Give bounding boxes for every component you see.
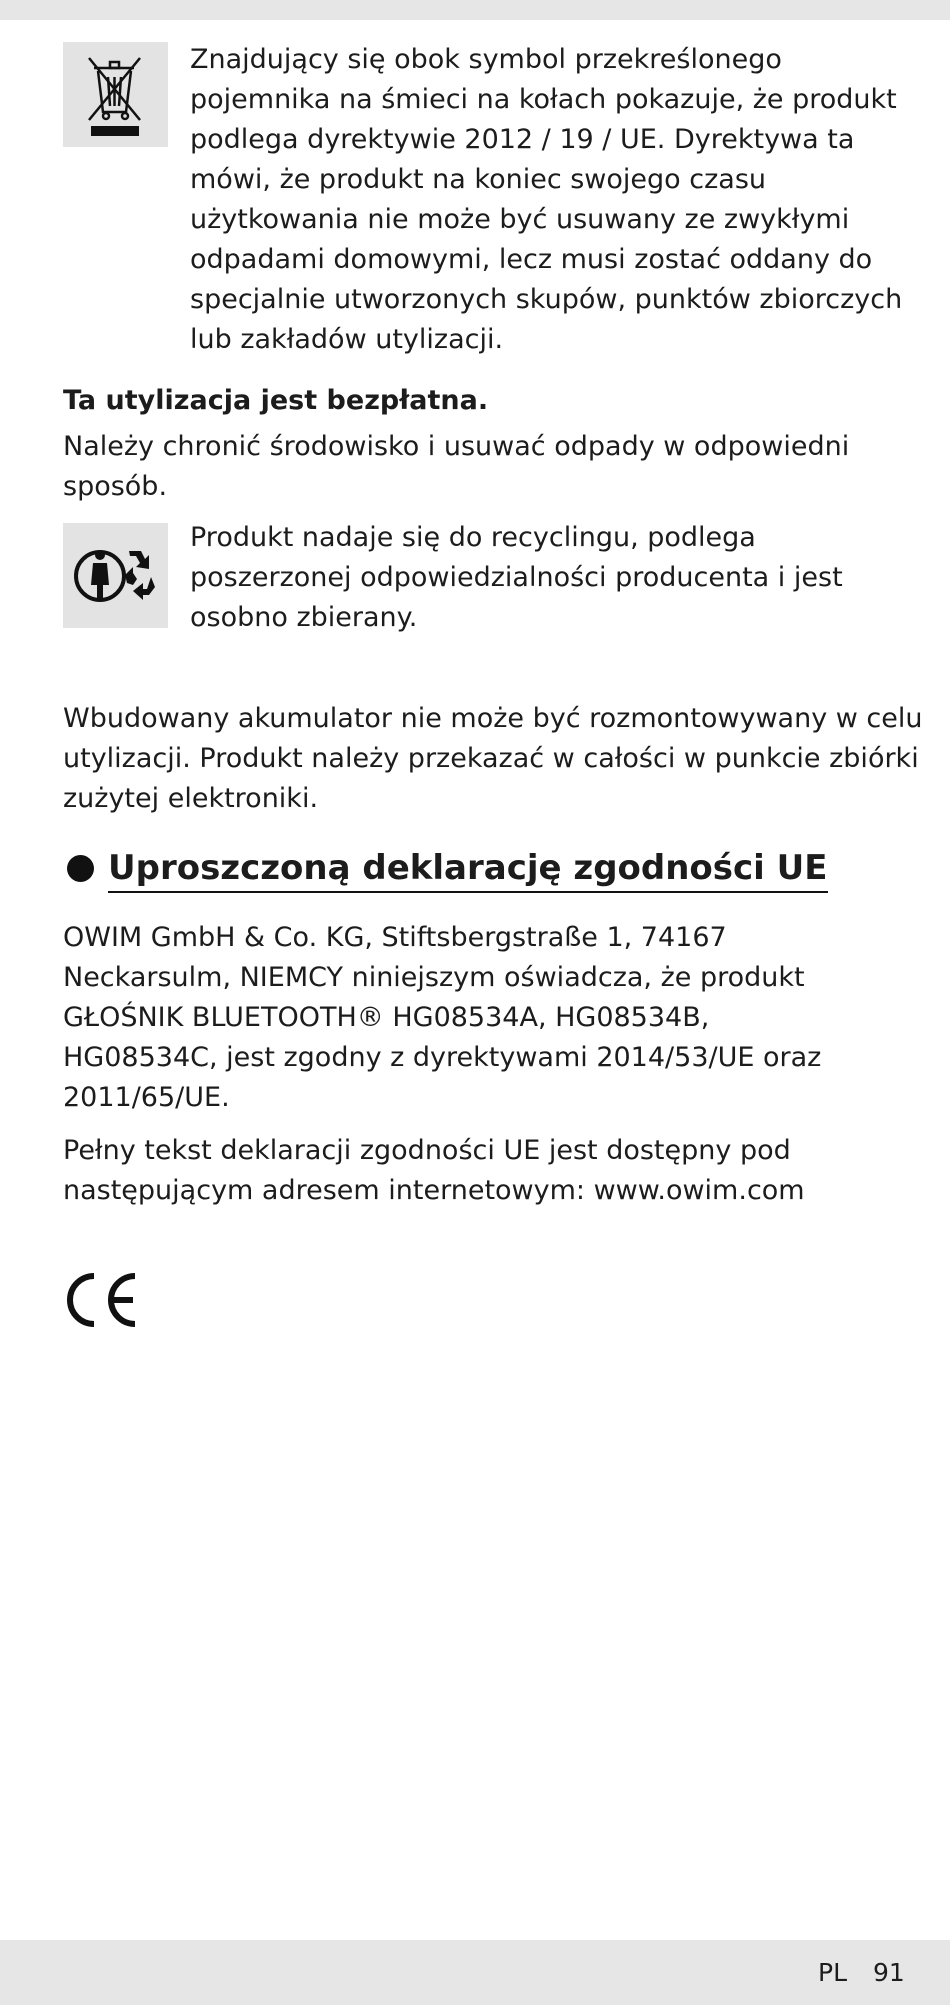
- top-bar: [0, 0, 950, 20]
- footer-bar: [0, 1940, 950, 2005]
- environment-line: Należy chronić środowisko i usuwać odpady w odpowiedni: [63, 431, 850, 462]
- battery-line: utylizacji. Produkt należy przekazać w całości w punkcie zbiórki: [63, 743, 919, 774]
- environment-line: sposób.: [63, 471, 168, 502]
- declaration-url-line: następującym adresem internetowym: www.owim.com: [63, 1175, 805, 1206]
- triman-recycling-icon: [63, 523, 168, 628]
- recycling-line: poszerzonej odpowiedzialności producenta i jest: [190, 562, 843, 593]
- battery-line: zużytej elektroniki.: [63, 783, 319, 814]
- weee-line: mówi, że produkt na koniec swojego czasu: [190, 164, 767, 195]
- page-number: 91: [873, 1958, 905, 1987]
- weee-line: podlega dyrektywie 2012 / 19 / UE. Dyrektywa ta: [190, 124, 855, 155]
- declaration-line: HG08534C, jest zgodny z dyrektywami 2014/53/UE oraz: [63, 1042, 822, 1073]
- weee-line: odpadami domowymi, lecz musi zostać oddany do: [190, 244, 873, 275]
- free-disposal-heading: Ta utylizacja jest bezpłatna.: [63, 385, 489, 416]
- declaration-line: GŁOŚNIK BLUETOOTH® HG08534A, HG08534B,: [63, 1002, 710, 1033]
- weee-line: Znajdujący się obok symbol przekreślonego: [190, 44, 782, 75]
- declaration-line: 2011/65/UE.: [63, 1082, 230, 1113]
- declaration-line: OWIM GmbH & Co. KG, Stiftsbergstraße 1, 74167: [63, 922, 727, 953]
- declaration-url-line: Pełny tekst deklaracji zgodności UE jest dostępny pod: [63, 1135, 791, 1166]
- declaration-title: Uproszczoną deklarację zgodności UE: [108, 845, 828, 893]
- weee-line: specjalnie utworzonych skupów, punktów zbiorczych: [190, 284, 903, 315]
- weee-line: użytkowania nie może być usuwany ze zwykłymi: [190, 204, 850, 235]
- weee-line: pojemnika na śmieci na kołach pokazuje, że produkt: [190, 84, 897, 115]
- recycling-line: Produkt nadaje się do recyclingu, podlega: [190, 522, 756, 553]
- battery-line: Wbudowany akumulator nie może być rozmontowywany w celu: [63, 703, 923, 734]
- weee-bin-icon: [63, 42, 168, 147]
- bullet-icon: [67, 855, 94, 882]
- weee-line: lub zakładów utylizacji.: [190, 324, 504, 355]
- footer-language: PL: [818, 1958, 848, 1987]
- declaration-line: Neckarsulm, NIEMCY niniejszym oświadcza, że produkt: [63, 962, 805, 993]
- ce-mark-icon: [63, 1270, 143, 1334]
- recycling-line: osobno zbierany.: [190, 602, 418, 633]
